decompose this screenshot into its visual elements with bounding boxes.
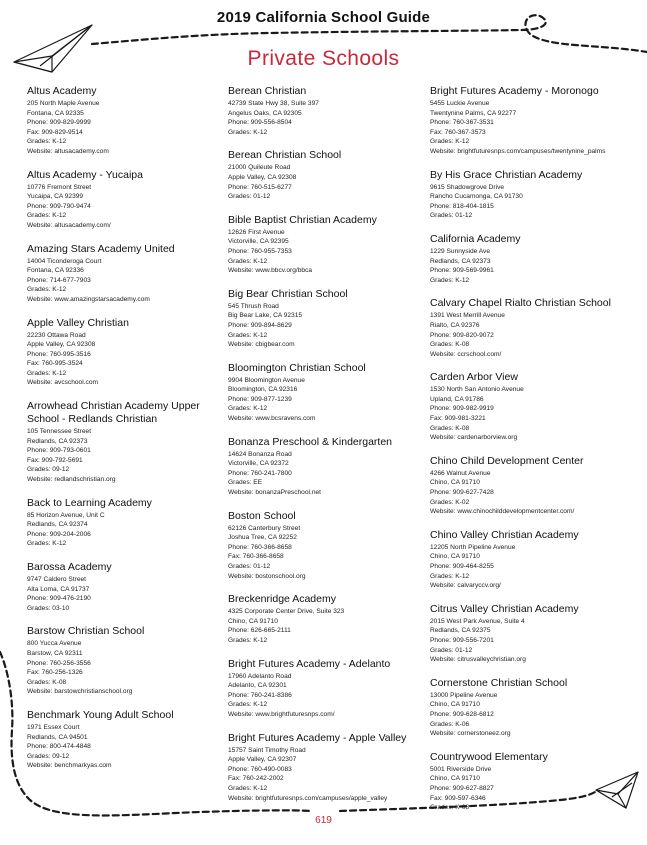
school-name: Altus Academy bbox=[27, 85, 97, 97]
school-column-2 bbox=[228, 85, 428, 815]
school-name: Bright Futures Academy - Apple Valley bbox=[228, 731, 407, 744]
school-entry bbox=[430, 85, 635, 157]
school-detail-line: Grades: K-12 bbox=[228, 784, 268, 792]
school-detail-line: Grades: K-12 bbox=[228, 128, 268, 136]
school-detail-line: Phone: 714-677-7903 bbox=[27, 276, 91, 284]
school-website[interactable]: Website: calvaryccv.org/ bbox=[430, 582, 501, 590]
school-detail-line: Grades: 01-12 bbox=[430, 212, 473, 220]
school-detail-line: Chino, CA 91710 bbox=[430, 479, 480, 487]
school-name: Boston School bbox=[228, 509, 296, 522]
school-detail-line: 12626 First Avenue bbox=[228, 228, 285, 236]
school-detail-line: Grades: K-12 bbox=[430, 138, 470, 146]
school-detail-line: Phone: 909-877-1239 bbox=[228, 395, 292, 403]
school-detail-line: 4325 Corporate Center Drive, Suite 323 bbox=[228, 608, 345, 616]
school-website[interactable]: Website: cardenarborview.org bbox=[430, 434, 518, 442]
school-name: Bright Futures Academy - Adelanto bbox=[228, 657, 391, 670]
school-detail-line: Grades: K-12 bbox=[228, 405, 268, 413]
school-detail-line: 9615 Shadowgrove Drive bbox=[430, 183, 505, 191]
page-number: 619 bbox=[315, 815, 332, 826]
school-detail-line: 42739 State Hwy 38, Suite 397 bbox=[228, 100, 319, 107]
school-entry bbox=[228, 658, 428, 720]
school-detail-line: Phone: 760-241-7800 bbox=[228, 469, 292, 477]
school-detail-line: 21000 Quileute Road bbox=[228, 164, 291, 172]
school-detail-line: Phone: 909-627-8827 bbox=[430, 784, 494, 792]
school-detail-line: Rancho Cucamonga, CA 91730 bbox=[430, 193, 523, 201]
school-detail-line: 22230 Ottawa Road bbox=[27, 331, 86, 339]
school-detail-line: Apple Valley, CA 92307 bbox=[228, 756, 297, 764]
school-detail-line: Grades: K-12 bbox=[430, 276, 470, 284]
school-detail-line: 62126 Canterbury Street bbox=[228, 524, 301, 532]
school-detail-line: Phone: 909-556-8504 bbox=[228, 119, 292, 127]
school-name: Barstow Christian School bbox=[27, 625, 145, 638]
school-detail-line: Phone: 800-474-4848 bbox=[27, 743, 91, 751]
school-entry bbox=[228, 593, 428, 645]
school-entry bbox=[27, 169, 227, 231]
school-detail-line: 5455 Luckie Avenue bbox=[430, 100, 490, 107]
school-entry bbox=[430, 169, 635, 221]
school-website[interactable]: Website: www.amazingstarsacademy.com bbox=[27, 295, 150, 303]
school-detail-line: Grades: K-12 bbox=[228, 257, 268, 265]
school-detail-line: Phone: 909-820-9072 bbox=[430, 331, 494, 339]
school-detail-line: Chino, CA 91710 bbox=[430, 701, 480, 709]
school-entry bbox=[430, 233, 635, 285]
school-detail-line: Chino, CA 91710 bbox=[430, 553, 480, 561]
school-detail-line: Phone: 760-241-8386 bbox=[228, 691, 292, 699]
school-name: Big Bear Christian School bbox=[228, 287, 348, 300]
school-detail-line: Rialto, CA 92376 bbox=[430, 321, 480, 329]
school-entry bbox=[27, 709, 227, 771]
school-entry bbox=[228, 149, 428, 201]
school-website[interactable]: Website: cornerstoneez.org bbox=[430, 730, 511, 738]
school-detail-line: Grades: K-12 bbox=[228, 701, 268, 709]
school-name: Amazing Stars Academy United bbox=[27, 242, 175, 255]
school-detail-line: Fax: 909-829-9514 bbox=[27, 128, 83, 136]
school-website[interactable]: Website: redlandschristian.org bbox=[27, 476, 116, 484]
school-detail-line: Phone: 760-367-3531 bbox=[430, 119, 494, 127]
school-detail-line: Angelus Oaks, CA 92305 bbox=[228, 109, 302, 117]
school-name: Back to Learning Academy bbox=[27, 496, 152, 509]
school-entry bbox=[27, 561, 227, 613]
school-detail-line: 13000 Pipeline Avenue bbox=[430, 691, 498, 699]
school-detail-line: Alta Loma, CA 91737 bbox=[27, 585, 90, 593]
school-website[interactable]: Website: ccrschool.com/ bbox=[430, 350, 502, 358]
school-detail-line: Big Bear Lake, CA 92315 bbox=[228, 312, 303, 320]
school-detail-line: Grades: K-12 bbox=[27, 369, 67, 377]
school-detail-line: Grades: K-12 bbox=[27, 212, 67, 220]
school-detail-line: Grades: EE bbox=[228, 479, 263, 487]
school-detail-line: Phone: 909-464-8255 bbox=[430, 563, 494, 570]
school-detail-line: Phone: 909-829-9999 bbox=[27, 119, 91, 127]
school-detail-line: Redlands, CA 92375 bbox=[430, 627, 491, 635]
school-website[interactable]: Website: barstowchristianschool.org bbox=[27, 688, 133, 696]
school-entry bbox=[228, 214, 428, 276]
school-detail-line: 12205 North Pipeline Avenue bbox=[430, 543, 516, 551]
school-entry bbox=[430, 603, 635, 665]
school-name: Chino Valley Christian Academy bbox=[430, 528, 579, 541]
school-name: Breckenridge Academy bbox=[228, 593, 336, 606]
school-detail-line: 1530 North San Antonio Avenue bbox=[430, 386, 524, 394]
school-detail-line: Phone: 760-955-7353 bbox=[228, 247, 292, 255]
school-detail-line: Grades: K-08 bbox=[430, 341, 470, 349]
school-detail-line: Victorville, CA 92395 bbox=[228, 238, 289, 246]
school-detail-line: Grades: K-12 bbox=[27, 138, 67, 146]
school-detail-line: Grades: K-12 bbox=[27, 540, 67, 548]
school-detail-line: Grades: K-12 bbox=[228, 636, 268, 644]
school-detail-line: Grades: K-12 bbox=[27, 286, 67, 294]
school-detail-line: Phone: 909-894-8629 bbox=[228, 321, 292, 329]
school-column-1 bbox=[27, 85, 227, 783]
school-website[interactable]: Website: www.brightfuturesnps.com/ bbox=[228, 710, 335, 718]
school-detail-line: Redlands, CA 94501 bbox=[27, 733, 88, 741]
school-detail-line: Twentynine Palms, CA 92277 bbox=[430, 109, 517, 117]
school-name: California Academy bbox=[430, 232, 521, 245]
school-detail-line: Chino, CA 91710 bbox=[430, 775, 480, 783]
school-entry bbox=[27, 497, 227, 549]
school-detail-line: Fax: 760-366-8658 bbox=[228, 553, 284, 561]
school-detail-line: Phone: 909-556-7201 bbox=[430, 636, 494, 644]
school-website[interactable]: Website: cbigbear.com bbox=[228, 341, 295, 349]
school-detail-line: Grades: 01-12 bbox=[430, 646, 473, 654]
school-website[interactable]: Website: www.bbcv.org/bbca bbox=[228, 267, 313, 275]
school-detail-line: Grades: K-08 bbox=[430, 424, 470, 432]
school-detail-line: Fax: 760-367-3573 bbox=[430, 128, 486, 136]
school-detail-line: Phone: 760-256-3556 bbox=[27, 659, 91, 667]
school-detail-line: 4266 Walnut Avenue bbox=[430, 469, 491, 477]
school-name: Chino Child Development Center bbox=[430, 454, 584, 467]
school-detail-line: Grades: 01-12 bbox=[228, 193, 271, 201]
school-name: Apple Valley Christian bbox=[27, 316, 129, 329]
school-detail-line: Grades: 09-12 bbox=[27, 466, 70, 474]
school-detail-line: 9747 Caldero Street bbox=[27, 576, 87, 583]
school-detail-line: 85 Horizon Avenue, Unit C bbox=[27, 511, 105, 519]
school-detail-line: 1971 Essex Court bbox=[27, 723, 80, 731]
school-entry bbox=[228, 436, 428, 498]
school-detail-line: Phone: 760-995-3516 bbox=[27, 350, 91, 358]
school-name: Calvary Chapel Rialto Christian School bbox=[430, 297, 611, 310]
school-detail-line: 5001 Riverside Drive bbox=[430, 765, 492, 773]
school-detail-line: Apple Valley, CA 92308 bbox=[228, 173, 297, 181]
school-detail-line: 2015 West Park Avenue, Suite 4 bbox=[430, 617, 525, 625]
school-detail-line: 800 Yucca Avenue bbox=[27, 640, 82, 648]
school-detail-line: Phone: 909-982-9919 bbox=[430, 405, 494, 413]
school-detail-line: 9904 Bloomington Avenue bbox=[228, 376, 305, 384]
school-detail-line: Grades: 09-12 bbox=[27, 752, 70, 760]
school-detail-line: Phone: 909-204-2006 bbox=[27, 530, 91, 538]
section-title: Private Schools bbox=[247, 47, 400, 70]
school-website[interactable]: Website: www.bcsravens.com bbox=[228, 415, 316, 423]
school-name: Bonanza Preschool & Kindergarten bbox=[228, 435, 393, 448]
school-name: Bloomington Christian School bbox=[228, 361, 366, 374]
school-entry bbox=[430, 751, 635, 813]
school-name: Berean Christian bbox=[228, 85, 307, 97]
school-detail-line: Bloomington, CA 92316 bbox=[228, 386, 298, 394]
school-detail-line: Chino, CA 91710 bbox=[228, 617, 278, 625]
school-detail-line: Phone: 909-793-0601 bbox=[27, 447, 91, 455]
school-detail-line: Grades: 01-12 bbox=[228, 563, 271, 570]
school-website[interactable]: Website: avcschool.com bbox=[27, 379, 98, 387]
school-detail-line: Grades: K-12 bbox=[228, 331, 268, 339]
school-detail-line: Yucaipa, CA 92399 bbox=[27, 193, 84, 201]
page-title: 2019 California School Guide bbox=[216, 9, 431, 26]
school-name: Countrywood Elementary bbox=[430, 750, 548, 763]
school-detail-line: Fax: 909-597-6346 bbox=[430, 794, 486, 802]
school-website[interactable]: Website: www.chinochilddevelopmentcenter.com/ bbox=[430, 508, 575, 516]
school-column-3 bbox=[430, 85, 635, 825]
school-name: By His Grace Christian Academy bbox=[430, 168, 583, 181]
school-detail-line: 17960 Adelanto Road bbox=[228, 672, 292, 680]
school-detail-line: Phone: 909-476-2190 bbox=[27, 595, 91, 603]
school-detail-line: 10776 Fremont Street bbox=[27, 183, 92, 191]
school-detail-line: Apple Valley, CA 92308 bbox=[27, 341, 96, 349]
school-detail-line: Fax: 760-242-2002 bbox=[228, 775, 284, 783]
school-detail-line: 1229 Sunnyside Ave bbox=[430, 247, 491, 255]
school-detail-line: 105 Tennessee Street bbox=[27, 428, 92, 436]
school-website[interactable]: Website: brightfuturesnps.com/campuses/twentynine_palms bbox=[430, 147, 606, 155]
school-detail-line: Phone: 760-490-0083 bbox=[228, 765, 292, 773]
school-website[interactable]: Website: citrusvalleychristian.org bbox=[430, 656, 526, 664]
school-website[interactable]: Website: bostonschool.org bbox=[228, 572, 306, 580]
school-name: Arrowhead Christian Academy Upper School - Redlands Christian bbox=[27, 400, 200, 426]
school-entry bbox=[27, 317, 227, 389]
school-detail-line: Grades: K-06 bbox=[430, 720, 470, 728]
school-name: Bible Baptist Christian Academy bbox=[228, 213, 377, 226]
school-detail-line: Fontana, CA 92336 bbox=[27, 267, 84, 275]
school-detail-line: Redlands, CA 92373 bbox=[27, 437, 88, 445]
school-detail-line: 14624 Bonanza Road bbox=[228, 450, 292, 458]
school-detail-line: Grades: K-08 bbox=[430, 804, 470, 812]
school-name: Bright Futures Academy - Moronogo bbox=[430, 85, 599, 97]
school-detail-line: Upland, CA 91786 bbox=[430, 395, 484, 403]
school-detail-line: 205 North Maple Avenue bbox=[27, 100, 100, 107]
school-website[interactable]: Website: altusacademy.com bbox=[27, 147, 109, 155]
school-entry bbox=[228, 85, 428, 137]
school-detail-line: Joshua Tree, CA 92252 bbox=[228, 534, 297, 542]
school-detail-line: Grades: K-02 bbox=[430, 498, 470, 506]
school-detail-line: Phone: 818-404-1815 bbox=[430, 202, 494, 210]
school-name: Berean Christian School bbox=[228, 149, 342, 162]
school-name: Citrus Valley Christian Academy bbox=[430, 602, 579, 615]
school-detail-line: Phone: 909-627-7428 bbox=[430, 489, 494, 497]
school-detail-line: Adelanto, CA 92301 bbox=[228, 682, 287, 690]
school-entry bbox=[430, 297, 635, 359]
school-entry bbox=[27, 400, 227, 485]
school-name: Cornerstone Christian School bbox=[430, 676, 568, 689]
school-detail-line: Grades: K-08 bbox=[27, 678, 67, 686]
school-website[interactable]: Website: benchmarkyas.com bbox=[27, 762, 112, 770]
school-detail-line: Barstow, CA 92311 bbox=[27, 649, 83, 657]
school-name: Barossa Academy bbox=[27, 561, 112, 573]
school-detail-line: Fax: 760-256-1326 bbox=[27, 669, 83, 677]
school-entry bbox=[430, 371, 635, 443]
school-entry bbox=[228, 288, 428, 350]
school-detail-line: Phone: 909-569-9961 bbox=[430, 267, 494, 275]
school-entry bbox=[430, 455, 635, 517]
school-website[interactable]: Website: brightfuturesnps.com/campuses/apple_valley bbox=[228, 794, 388, 802]
school-entry bbox=[228, 732, 428, 804]
school-detail-line: 1391 West Merrill Avenue bbox=[430, 312, 505, 320]
school-detail-line: Fax: 909-981-3221 bbox=[430, 415, 486, 423]
school-entry bbox=[228, 362, 428, 424]
school-detail-line: Phone: 909-628-6812 bbox=[430, 710, 494, 718]
school-detail-line: Grades: K-12 bbox=[430, 572, 470, 580]
school-detail-line: 15757 Saint Timothy Road bbox=[228, 746, 306, 754]
school-detail-line: Phone: 760-515-6277 bbox=[228, 183, 292, 191]
school-detail-line: Phone: 760-366-8658 bbox=[228, 543, 292, 551]
school-detail-line: Redlands, CA 92374 bbox=[27, 521, 88, 529]
school-name: Benchmark Young Adult School bbox=[27, 708, 174, 721]
school-entry bbox=[27, 243, 227, 305]
school-entry bbox=[27, 85, 227, 157]
school-detail-line: Fax: 760-995-3524 bbox=[27, 360, 83, 368]
school-detail-line: 14004 Ticonderoga Court bbox=[27, 257, 102, 265]
school-detail-line: Grades: 03-10 bbox=[27, 604, 70, 612]
school-entry bbox=[430, 677, 635, 739]
school-name: Altus Academy - Yucaipa bbox=[27, 168, 143, 181]
school-website[interactable]: Website: bonanzaPreschool.net bbox=[228, 489, 321, 497]
school-website[interactable]: Website: altusacademy.com/ bbox=[27, 221, 111, 229]
school-detail-line: 545 Thrush Road bbox=[228, 302, 279, 310]
school-entry bbox=[27, 625, 227, 697]
school-detail-line: Phone: 626-665-2111 bbox=[228, 627, 291, 635]
school-entry bbox=[430, 529, 635, 591]
school-detail-line: Phone: 909-790-9474 bbox=[27, 202, 91, 210]
school-name: Carden Arbor View bbox=[430, 371, 518, 384]
school-detail-line: Victorville, CA 92372 bbox=[228, 460, 289, 468]
school-detail-line: Redlands, CA 92373 bbox=[430, 257, 491, 265]
school-entry bbox=[228, 510, 428, 582]
school-detail-line: Fontana, CA 92335 bbox=[27, 109, 84, 117]
school-detail-line: Fax: 909-792-5691 bbox=[27, 456, 83, 464]
